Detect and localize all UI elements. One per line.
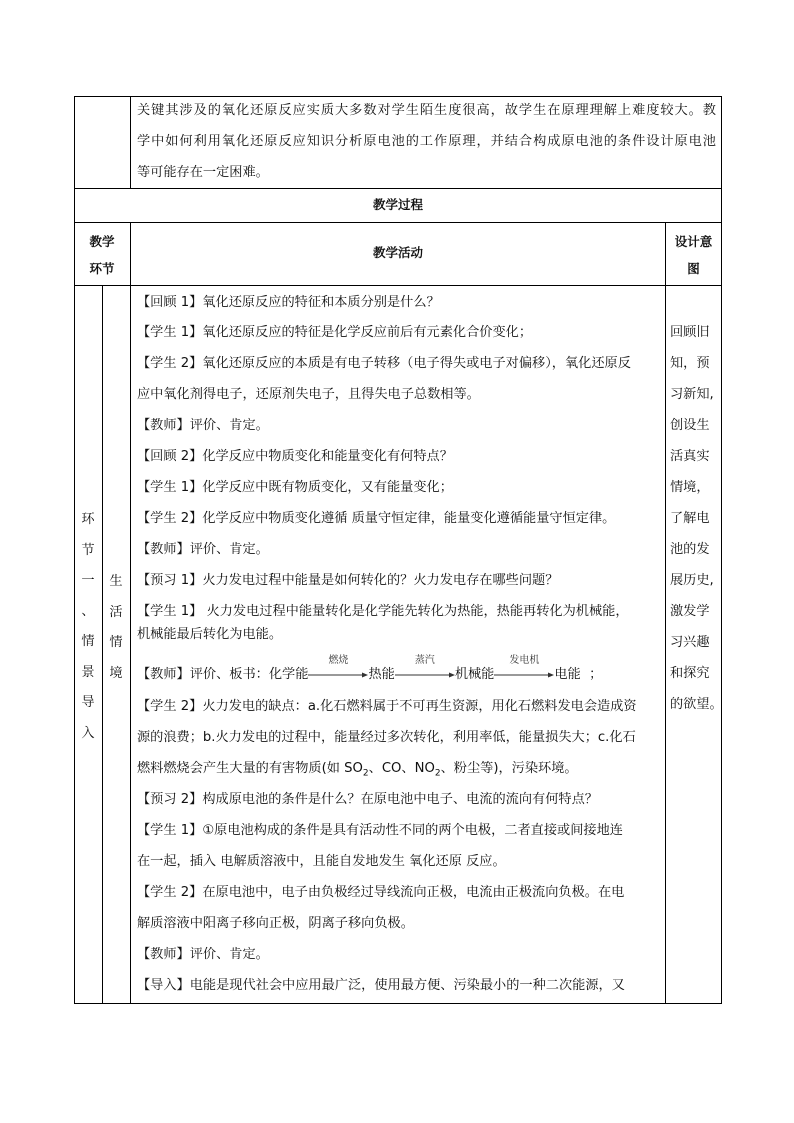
- sub-stage-char: 生: [109, 574, 123, 589]
- arrow-label: 燃烧: [328, 655, 349, 666]
- header-stage-line: 教学: [89, 234, 115, 249]
- activity-student-1: [137, 323, 532, 343]
- activity-text: 构成原电池的条件是什么？在原电池中电子、电流的流向有何特点？: [202, 792, 598, 807]
- speaker-tag: 【学生 2】: [137, 356, 203, 371]
- speaker-tag: 【回顾 2】: [137, 449, 203, 464]
- speaker-tag: 【教师】: [137, 947, 190, 962]
- intent-line: 回顾旧: [670, 325, 710, 340]
- activity-student-1: [137, 602, 629, 622]
- intro-line: 关键其涉及的氧化还原反应实质大多数对学生陌生度很高，故学生在原理理解上难度较大。教: [137, 103, 716, 118]
- activity-student-1: [137, 821, 623, 841]
- activity-lead-in: [137, 976, 625, 996]
- intro-line: 学中如何利用氧化还原反应知识分析原电池的工作原理，并结合构成原电池的条件设计原电池: [137, 134, 716, 149]
- activity-text: 在原电池中，电子由负极经过导线流向正极，电流由正极流向负极。在电: [202, 885, 625, 900]
- intent-line: 习新知,: [670, 387, 714, 402]
- speaker-tag: 【学生 2】: [137, 699, 203, 714]
- stage-char: 导: [81, 695, 95, 710]
- activity-continuation: 在一起，插入 电解质溶液中，且能自发地发生 氧化还原 反应。: [137, 854, 506, 869]
- intent-line: 情境，: [670, 480, 710, 495]
- text-segment: 燃料燃烧会产生大量的有害物质(如 SO: [137, 761, 363, 776]
- stage-char: 景: [81, 664, 95, 680]
- activity-teacher-board: [137, 655, 603, 685]
- col-divider-intro: [130, 96, 131, 189]
- row-divider-intro: [74, 188, 722, 189]
- activity-teacher: [137, 945, 269, 965]
- right-arrow-icon: [395, 672, 455, 678]
- activity-text: 评价、肯定。: [189, 947, 269, 962]
- speaker-tag: 【教师】: [137, 542, 190, 557]
- header-intent-line: 设计意: [674, 234, 713, 249]
- activity-teacher: [137, 540, 269, 560]
- table-border-bottom: [74, 1003, 722, 1004]
- activity-teacher: [137, 416, 269, 436]
- activity-text: 氧化还原反应的特征和本质分别是什么？: [202, 295, 440, 310]
- speaker-tag: 【学生 1】: [137, 480, 203, 495]
- activity-text: 化学反应中既有物质变化，又有能量变化；: [202, 480, 453, 495]
- energy-node: 机械能: [454, 667, 495, 682]
- activity-text: 火力发电过程中能量转化是化学能先转化为热能，热能再转化为机械能，: [202, 604, 629, 619]
- energy-node: 电能: [554, 667, 581, 682]
- activity-continuation: 机械能最后转化为电能。: [137, 627, 283, 642]
- row-divider-section: [74, 222, 722, 223]
- intent-line: 的欲望。: [670, 697, 723, 712]
- activity-text: 火力发电过程中能量是如何转化的？火力发电存在哪些问题？: [202, 573, 559, 588]
- energy-node: 热能: [368, 667, 395, 682]
- stage-char: 环: [81, 512, 95, 527]
- right-arrow-icon: [494, 672, 554, 678]
- speaker-tag: 【学生 1】: [137, 604, 203, 619]
- header-intent: [666, 228, 721, 282]
- header-intent-line: 图: [687, 261, 700, 276]
- intent-line: 和探究: [670, 666, 710, 681]
- speaker-tag: 【教师】: [137, 667, 190, 682]
- col-divider-intent: [665, 222, 666, 1004]
- activity-continuation: [137, 759, 578, 779]
- subscript: 2: [362, 768, 369, 779]
- speaker-tag: 【预习 1】: [137, 573, 203, 588]
- activity-text: 评价、板书：: [189, 667, 269, 682]
- speaker-tag: 【回顾 1】: [137, 295, 203, 310]
- stage-label: [74, 505, 102, 749]
- intent-line: 激发学: [670, 604, 710, 619]
- arrow-label: 发电机: [509, 655, 540, 666]
- intro-paragraph: [137, 95, 716, 188]
- flow-arrow: [494, 655, 554, 682]
- flow-tail: ；: [589, 667, 603, 682]
- energy-node: 化学能: [268, 667, 309, 682]
- sub-stage-label: [102, 567, 130, 689]
- flow-arrow: [308, 655, 368, 682]
- intent-line: 创设生: [670, 418, 710, 433]
- activity-student-2: [137, 697, 637, 717]
- stage-char: 、: [81, 603, 95, 619]
- activity-student-1: [137, 478, 453, 498]
- sub-stage-char: 情: [109, 635, 123, 650]
- sub-stage-char: 活: [109, 604, 123, 620]
- stage-char: 情: [81, 634, 95, 649]
- activity-preview-2: [137, 790, 598, 810]
- intent-line: 展历史,: [670, 573, 714, 588]
- activity-student-2: [137, 354, 631, 374]
- row-divider-header: [74, 285, 722, 286]
- stage-char: 入: [81, 725, 95, 741]
- flow-arrow: [395, 655, 455, 682]
- activity-student-2: [137, 509, 615, 529]
- activity-preview-1: [137, 571, 558, 591]
- activity-text: ①原电池构成的条件是具有活动性不同的两个电极，二者直接或间接地连: [202, 823, 623, 838]
- header-stage-line: 环节: [89, 261, 115, 276]
- arrow-label: 蒸汽: [414, 655, 435, 666]
- speaker-tag: 【导入】: [137, 978, 190, 993]
- activity-student-2: [137, 883, 624, 903]
- speaker-tag: 【教师】: [137, 418, 190, 433]
- intro-line: 等可能存在一定困难。: [137, 165, 269, 180]
- speaker-tag: 【学生 1】: [137, 325, 203, 340]
- design-intent: [670, 317, 723, 720]
- header-stage: [74, 228, 130, 282]
- intent-line: 活真实: [670, 449, 710, 464]
- speaker-tag: 【学生 1】: [137, 823, 203, 838]
- activity-text: 氧化还原反应的特征是化学反应前后有元素化合价变化；: [202, 325, 533, 340]
- activity-text: 火力发电的缺点：a.化石燃料属于不可再生资源，用化石燃料发电会造成资: [202, 699, 637, 714]
- activity-text: 评价、肯定。: [189, 542, 269, 557]
- activity-continuation: 应中氧化剂得电子，还原剂失电子，且得失电子总数相等。: [137, 387, 480, 402]
- sub-stage-char: 境: [109, 665, 123, 681]
- stage-char: 一: [81, 573, 95, 588]
- intent-line: 了解电: [670, 511, 710, 526]
- stage-char: 节: [81, 542, 95, 558]
- section-title: 教学过程: [372, 197, 423, 212]
- intent-line: 池的发: [670, 542, 710, 557]
- activity-continuation: 解质溶液中阳离子移向正极，阴离子移向负极。: [137, 916, 414, 931]
- activity-review-2: [137, 447, 453, 467]
- activity-text: 化学反应中物质变化和能量变化有何特点？: [202, 449, 453, 464]
- text-segment: 、CO、NO: [368, 761, 435, 776]
- activity-text: 电能是现代社会中应用最广泛，使用最方便、污染最小的一种二次能源，又: [189, 978, 625, 993]
- speaker-tag: 【学生 2】: [137, 511, 203, 526]
- intent-line: 习兴趣: [670, 635, 710, 650]
- activity-continuation: 源的浪费；b.火力发电的过程中，能量经过多次转化，利用率低，能量损失大；c.化石: [137, 730, 636, 745]
- activity-text: 评价、肯定。: [189, 418, 269, 433]
- col-divider-activity-left: [130, 222, 131, 1004]
- activity-review-1: [137, 293, 440, 313]
- right-arrow-icon: [308, 672, 368, 678]
- intent-line: 知，预: [670, 356, 710, 371]
- speaker-tag: 【学生 2】: [137, 885, 203, 900]
- activity-text: 化学反应中物质变化遵循 质量守恒定律，能量变化遵循能量守恒定律。: [202, 511, 616, 526]
- text-segment: 、粉尘等)，污染环境。: [440, 761, 578, 776]
- activity-text: 氧化还原反应的本质是有电子转移（电子得失或电子对偏移），氧化还原反: [202, 356, 631, 371]
- subscript: 2: [434, 768, 441, 779]
- speaker-tag: 【预习 2】: [137, 792, 203, 807]
- header-activity: 教学活动: [372, 245, 423, 260]
